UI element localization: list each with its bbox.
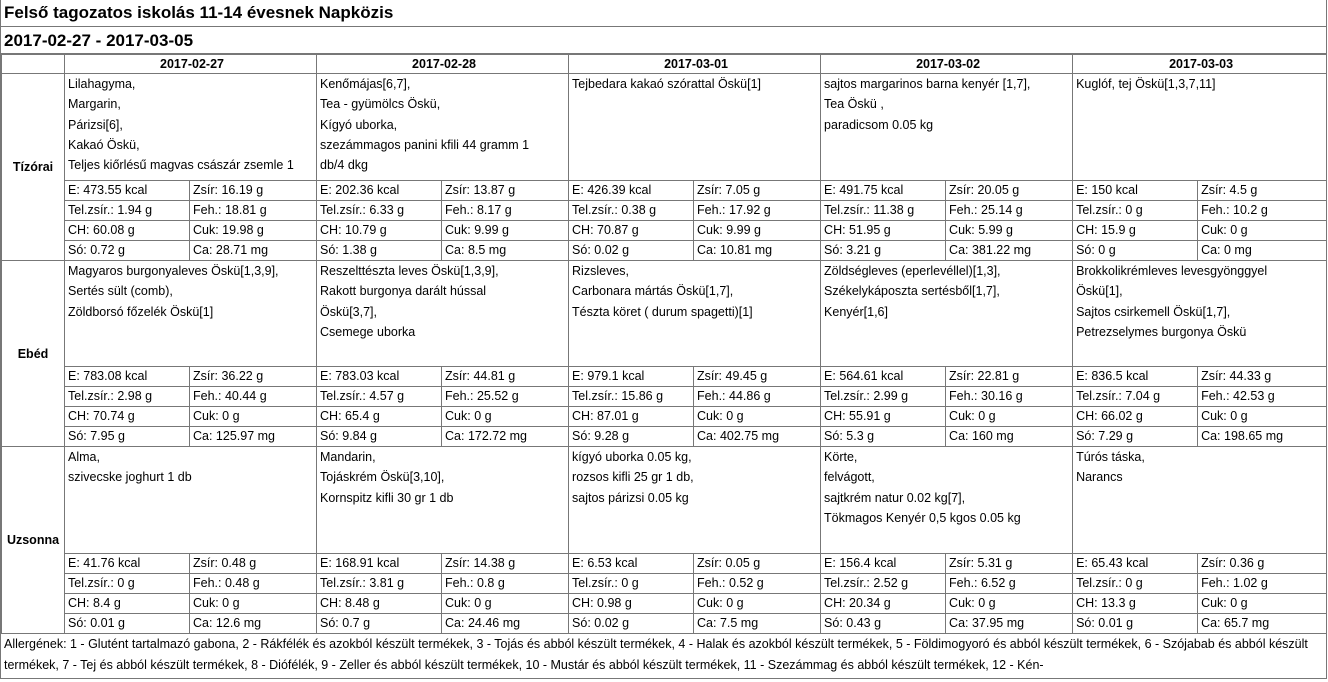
- food-cell: [569, 447, 821, 554]
- day-header: 2017-03-01: [569, 55, 821, 74]
- nutrition-value: CH: 60.08 g: [65, 221, 190, 241]
- nutrition-value: CH: 10.79 g: [317, 221, 442, 241]
- food-item: Csemege uborka: [320, 324, 416, 339]
- nutrition-value: Feh.: 25.14 g: [946, 201, 1073, 221]
- food-cell: [317, 261, 569, 367]
- nutrition-value: Ca: 24.46 mg: [442, 614, 569, 634]
- nutrition-row: [2, 241, 1327, 261]
- nutrition-value: CH: 15.9 g: [1073, 221, 1198, 241]
- food-item: szezámmagos panini kfili 44 gramm 1: [320, 137, 530, 152]
- nutrition-value: Só: 9.28 g: [569, 427, 694, 447]
- meal-label: Uzsonna: [2, 447, 65, 634]
- nutrition-value: Cuk: 0 g: [1198, 221, 1327, 241]
- food-cell: [317, 447, 569, 554]
- nutrition-value: Tel.zsír.: 0 g: [569, 574, 694, 594]
- food-item: Rizsleves,: [572, 264, 629, 278]
- nutrition-value: CH: 0.98 g: [569, 594, 694, 614]
- nutrition-value: CH: 87.01 g: [569, 407, 694, 427]
- nutrition-value: Ca: 10.81 mg: [694, 241, 821, 261]
- nutrition-value: Feh.: 30.16 g: [946, 387, 1073, 407]
- nutrition-value: Ca: 198.65 mg: [1198, 427, 1327, 447]
- nutrition-value: E: 150 kcal: [1073, 181, 1198, 201]
- food-item: Magyaros burgonyaleves Öskü[1,3,9],: [68, 264, 279, 278]
- nutrition-value: Cuk: 0 g: [190, 407, 317, 427]
- nutrition-value: Só: 7.29 g: [1073, 427, 1198, 447]
- food-item: Kuglóf, tej Öskü[1,3,7,11]: [1076, 77, 1216, 91]
- nutrition-value: Tel.zsír.: 4.57 g: [317, 387, 442, 407]
- nutrition-value: CH: 8.48 g: [317, 594, 442, 614]
- nutrition-value: Zsír: 44.81 g: [442, 367, 569, 387]
- nutrition-value: Zsír: 13.87 g: [442, 181, 569, 201]
- food-item: Túrós táska,: [1076, 450, 1145, 464]
- food-item: paradicsom 0.05 kg: [824, 117, 934, 132]
- nutrition-row: [2, 387, 1327, 407]
- nutrition-value: Zsír: 7.05 g: [694, 181, 821, 201]
- nutrition-value: Zsír: 0.48 g: [190, 554, 317, 574]
- nutrition-value: E: 473.55 kcal: [65, 181, 190, 201]
- nutrition-value: E: 836.5 kcal: [1073, 367, 1198, 387]
- nutrition-value: CH: 70.74 g: [65, 407, 190, 427]
- nutrition-value: E: 783.03 kcal: [317, 367, 442, 387]
- nutrition-value: Tel.zsír.: 2.98 g: [65, 387, 190, 407]
- nutrition-value: Feh.: 1.02 g: [1198, 574, 1327, 594]
- nutrition-value: Só: 0 g: [1073, 241, 1198, 261]
- nutrition-value: CH: 55.91 g: [821, 407, 946, 427]
- food-cell: [821, 74, 1073, 181]
- nutrition-value: E: 156.4 kcal: [821, 554, 946, 574]
- nutrition-value: Cuk: 0 g: [694, 594, 821, 614]
- nutrition-value: Ca: 381.22 mg: [946, 241, 1073, 261]
- nutrition-value: Ca: 8.5 mg: [442, 241, 569, 261]
- nutrition-value: Tel.zsír.: 0 g: [65, 574, 190, 594]
- nutrition-value: E: 6.53 kcal: [569, 554, 694, 574]
- nutrition-value: Feh.: 18.81 g: [190, 201, 317, 221]
- food-item: rozsos kifli 25 gr 1 db,: [572, 470, 694, 485]
- nutrition-value: Só: 0.43 g: [821, 614, 946, 634]
- nutrition-value: Feh.: 8.17 g: [442, 201, 569, 221]
- day-header: 2017-03-02: [821, 55, 1073, 74]
- food-item: Öskü[3,7],: [320, 304, 377, 319]
- nutrition-row: [2, 221, 1327, 241]
- nutrition-value: E: 783.08 kcal: [65, 367, 190, 387]
- nutrition-value: Cuk: 0 g: [442, 407, 569, 427]
- nutrition-row: [2, 427, 1327, 447]
- nutrition-value: Cuk: 0 g: [442, 594, 569, 614]
- food-item: Lilahagyma,: [68, 77, 136, 91]
- nutrition-row: [2, 594, 1327, 614]
- nutrition-value: Só: 0.01 g: [1073, 614, 1198, 634]
- menu-table: [1, 54, 1327, 634]
- nutrition-value: Ca: 172.72 mg: [442, 427, 569, 447]
- food-item: Teljes kiőrlésű magvas császár zsemle 1: [68, 158, 294, 173]
- nutrition-value: Feh.: 42.53 g: [1198, 387, 1327, 407]
- nutrition-value: Ca: 0 mg: [1198, 241, 1327, 261]
- nutrition-row: [2, 614, 1327, 634]
- allergen-legend: Allergének: 1 - Glutént tartalmazó gabona, 2 - Rákfélék és azokból készült termékek, 3 - Tojás és abból készült termékek, 4 - Halak és azokból készült termékek, 5 - Földimogyoró és abból készült termékek, 6 - Szójabab és abból készült termékek, 7 - Tej és abból készült termékek, 8 - Diófélék, 9 - Zeller és abból készült termékek, 10 - Mustár és abból készült termékek, 11 - Szezámmag és abból készült termékek, 12 - Kén-: [1, 634, 1326, 679]
- nutrition-value: Cuk: 5.99 g: [946, 221, 1073, 241]
- nutrition-value: Feh.: 0.8 g: [442, 574, 569, 594]
- nutrition-value: Ca: 125.97 mg: [190, 427, 317, 447]
- food-item: Reszelttészta leves Öskü[1,3,9],: [320, 264, 499, 278]
- nutrition-value: Cuk: 0 g: [694, 407, 821, 427]
- nutrition-value: Ca: 28.71 mg: [190, 241, 317, 261]
- nutrition-value: Zsír: 44.33 g: [1198, 367, 1327, 387]
- food-item: Párizsi[6],: [68, 117, 123, 132]
- date-range: 2017-02-27 - 2017-03-05: [1, 27, 1326, 54]
- meal-row: [2, 74, 1327, 181]
- nutrition-value: Ca: 402.75 mg: [694, 427, 821, 447]
- nutrition-value: Só: 0.72 g: [65, 241, 190, 261]
- nutrition-value: Só: 1.38 g: [317, 241, 442, 261]
- food-cell: [317, 74, 569, 181]
- nutrition-value: E: 41.76 kcal: [65, 554, 190, 574]
- nutrition-row: [2, 201, 1327, 221]
- food-item: Brokkolikrémleves levesgyönggyel: [1076, 264, 1268, 278]
- food-cell: [65, 447, 317, 554]
- page-title: Felső tagozatos iskolás 11-14 évesnek Napközis: [1, 0, 1326, 27]
- food-item: Kenőmájas[6,7],: [320, 77, 411, 91]
- nutrition-value: CH: 65.4 g: [317, 407, 442, 427]
- food-item: Öskü[1],: [1076, 284, 1123, 299]
- nutrition-value: CH: 66.02 g: [1073, 407, 1198, 427]
- meal-label: Ebéd: [2, 261, 65, 447]
- nutrition-value: Ca: 65.7 mg: [1198, 614, 1327, 634]
- food-item: Carbonara mártás Öskü[1,7],: [572, 284, 734, 299]
- nutrition-value: E: 426.39 kcal: [569, 181, 694, 201]
- nutrition-value: Feh.: 0.52 g: [694, 574, 821, 594]
- nutrition-value: Só: 5.3 g: [821, 427, 946, 447]
- nutrition-value: Zsír: 0.36 g: [1198, 554, 1327, 574]
- nutrition-value: E: 979.1 kcal: [569, 367, 694, 387]
- nutrition-value: Cuk: 0 g: [946, 594, 1073, 614]
- nutrition-value: Zsír: 0.05 g: [694, 554, 821, 574]
- nutrition-value: Cuk: 9.99 g: [442, 221, 569, 241]
- nutrition-value: Só: 9.84 g: [317, 427, 442, 447]
- nutrition-value: CH: 20.34 g: [821, 594, 946, 614]
- day-header-row: [2, 55, 1327, 74]
- food-cell: [569, 261, 821, 367]
- nutrition-row: [2, 407, 1327, 427]
- nutrition-value: Cuk: 0 g: [190, 594, 317, 614]
- nutrition-value: E: 491.75 kcal: [821, 181, 946, 201]
- food-cell: [65, 74, 317, 181]
- food-cell: [821, 261, 1073, 367]
- food-item: db/4 dkg: [320, 158, 368, 173]
- corner-cell: [2, 55, 65, 74]
- nutrition-value: Tel.zsír.: 2.52 g: [821, 574, 946, 594]
- food-item: Kenyér[1,6]: [824, 304, 888, 319]
- nutrition-value: Tel.zsír.: 1.94 g: [65, 201, 190, 221]
- food-item: Tejbedara kakaó szórattal Öskü[1]: [572, 77, 762, 91]
- nutrition-value: E: 65.43 kcal: [1073, 554, 1198, 574]
- food-item: Zöldségleves (eperlevéllel)[1,3],: [824, 264, 1001, 278]
- food-item: Rakott burgonya darált hússal: [320, 284, 487, 299]
- food-item: Kornspitz kifli 30 gr 1 db: [320, 490, 454, 505]
- nutrition-value: E: 202.36 kcal: [317, 181, 442, 201]
- meal-label: Tízórai: [2, 74, 65, 261]
- nutrition-value: Zsír: 22.81 g: [946, 367, 1073, 387]
- day-header: 2017-03-03: [1073, 55, 1327, 74]
- nutrition-value: Tel.zsír.: 15.86 g: [569, 387, 694, 407]
- food-item: Sajtos csirkemell Öskü[1,7],: [1076, 304, 1231, 319]
- food-item: Kakaó Öskü,: [68, 137, 140, 152]
- nutrition-value: Tel.zsír.: 0 g: [1073, 574, 1198, 594]
- nutrition-value: Zsír: 36.22 g: [190, 367, 317, 387]
- nutrition-row: [2, 367, 1327, 387]
- nutrition-value: Só: 0.01 g: [65, 614, 190, 634]
- nutrition-value: Só: 0.02 g: [569, 614, 694, 634]
- food-item: Székelykáposzta sertésből[1,7],: [824, 284, 1000, 299]
- food-cell: [1073, 261, 1327, 367]
- nutrition-value: Cuk: 0 g: [1198, 407, 1327, 427]
- day-header: 2017-02-27: [65, 55, 317, 74]
- nutrition-value: Zsír: 16.19 g: [190, 181, 317, 201]
- nutrition-value: Feh.: 6.52 g: [946, 574, 1073, 594]
- food-item: Tea - gyümölcs Öskü,: [320, 97, 441, 112]
- menu-table-body: [2, 55, 1327, 634]
- nutrition-value: E: 564.61 kcal: [821, 367, 946, 387]
- food-item: Tökmagos Kenyér 0,5 kgos 0.05 kg: [824, 510, 1021, 525]
- food-item: sajtkrém natur 0.02 kg[7],: [824, 490, 966, 505]
- food-item: Margarin,: [68, 97, 121, 112]
- food-cell: [1073, 74, 1327, 181]
- nutrition-value: Tel.zsír.: 6.33 g: [317, 201, 442, 221]
- nutrition-value: Só: 7.95 g: [65, 427, 190, 447]
- nutrition-value: Tel.zsír.: 3.81 g: [317, 574, 442, 594]
- nutrition-value: Feh.: 10.2 g: [1198, 201, 1327, 221]
- nutrition-row: [2, 574, 1327, 594]
- nutrition-value: CH: 8.4 g: [65, 594, 190, 614]
- nutrition-value: Cuk: 9.99 g: [694, 221, 821, 241]
- nutrition-value: Ca: 12.6 mg: [190, 614, 317, 634]
- food-item: Petrezselymes burgonya Öskü: [1076, 324, 1247, 339]
- food-item: Kígyó uborka,: [320, 117, 398, 132]
- nutrition-value: Zsír: 4.5 g: [1198, 181, 1327, 201]
- nutrition-value: Ca: 160 mg: [946, 427, 1073, 447]
- nutrition-value: Só: 0.02 g: [569, 241, 694, 261]
- nutrition-value: Feh.: 0.48 g: [190, 574, 317, 594]
- meal-row: [2, 447, 1327, 554]
- food-cell: [65, 261, 317, 367]
- food-item: szivecske joghurt 1 db: [68, 470, 192, 485]
- nutrition-value: CH: 70.87 g: [569, 221, 694, 241]
- nutrition-value: Tel.zsír.: 11.38 g: [821, 201, 946, 221]
- nutrition-value: E: 168.91 kcal: [317, 554, 442, 574]
- food-item: Tea Öskü ,: [824, 97, 884, 112]
- nutrition-value: Tel.zsír.: 7.04 g: [1073, 387, 1198, 407]
- nutrition-value: Zsír: 49.45 g: [694, 367, 821, 387]
- nutrition-value: Tel.zsír.: 0 g: [1073, 201, 1198, 221]
- food-item: Sertés sült (comb),: [68, 284, 173, 299]
- nutrition-row: [2, 181, 1327, 201]
- nutrition-value: Tel.zsír.: 2.99 g: [821, 387, 946, 407]
- nutrition-row: [2, 554, 1327, 574]
- food-item: Mandarin,: [320, 450, 376, 464]
- nutrition-value: CH: 51.95 g: [821, 221, 946, 241]
- nutrition-value: Feh.: 44.86 g: [694, 387, 821, 407]
- nutrition-value: Só: 0.7 g: [317, 614, 442, 634]
- nutrition-value: Cuk: 0 g: [946, 407, 1073, 427]
- food-item: Tészta köret ( durum spagetti)[1]: [572, 304, 753, 319]
- nutrition-value: Ca: 7.5 mg: [694, 614, 821, 634]
- nutrition-value: Só: 3.21 g: [821, 241, 946, 261]
- nutrition-value: Tel.zsír.: 0.38 g: [569, 201, 694, 221]
- food-item: Zöldborsó főzelék Öskü[1]: [68, 304, 214, 319]
- nutrition-value: Feh.: 17.92 g: [694, 201, 821, 221]
- food-cell: [1073, 447, 1327, 554]
- nutrition-value: Zsír: 5.31 g: [946, 554, 1073, 574]
- nutrition-value: Cuk: 0 g: [1198, 594, 1327, 614]
- nutrition-value: Zsír: 14.38 g: [442, 554, 569, 574]
- food-item: felvágott,: [824, 470, 875, 485]
- nutrition-value: Feh.: 40.44 g: [190, 387, 317, 407]
- food-cell: [821, 447, 1073, 554]
- food-cell: [569, 74, 821, 181]
- food-item: Narancs: [1076, 470, 1123, 485]
- food-item: Alma,: [68, 450, 100, 464]
- food-item: sajtos margarinos barna kenyér [1,7],: [824, 77, 1031, 91]
- nutrition-value: Ca: 37.95 mg: [946, 614, 1073, 634]
- food-item: sajtos párizsi 0.05 kg: [572, 490, 689, 505]
- nutrition-value: CH: 13.3 g: [1073, 594, 1198, 614]
- food-item: kígyó uborka 0.05 kg,: [572, 450, 692, 464]
- nutrition-value: Zsír: 20.05 g: [946, 181, 1073, 201]
- nutrition-value: Cuk: 19.98 g: [190, 221, 317, 241]
- day-header: 2017-02-28: [317, 55, 569, 74]
- food-item: Tojáskrém Öskü[3,10],: [320, 470, 445, 485]
- meal-row: [2, 261, 1327, 367]
- nutrition-value: Feh.: 25.52 g: [442, 387, 569, 407]
- food-item: Körte,: [824, 450, 858, 464]
